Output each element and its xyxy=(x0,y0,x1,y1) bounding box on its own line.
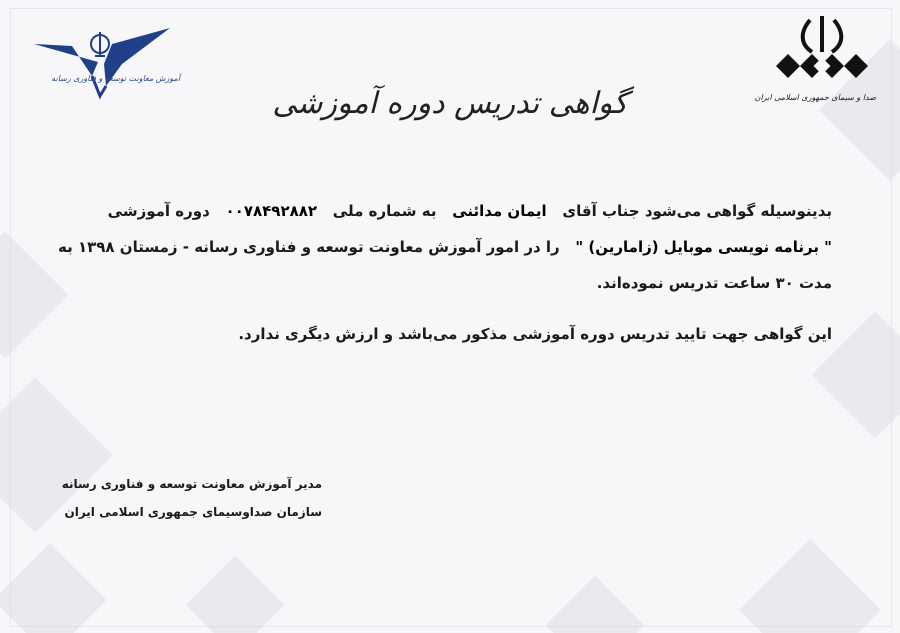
right-logo-caption: صدا و سیمای جمهوری اسلامی ایران xyxy=(754,93,876,102)
signer-title: مدیر آموزش معاونت توسعه و فناوری رسانه xyxy=(61,477,322,491)
body-line-1 xyxy=(107,193,832,229)
intro-text: بدینوسیله گواهی می‌شود جناب آقای xyxy=(562,202,832,220)
signature-block xyxy=(60,470,322,526)
media-tech-logo-icon xyxy=(32,24,182,104)
national-id: ۰۰۷۸۴۹۲۸۸۲ xyxy=(225,202,318,220)
recipient-name: ایمان مدائنی xyxy=(452,202,547,220)
left-logo-caption: آموزش معاونت توسعه و فناوری رسانه xyxy=(51,74,180,83)
course-name: " برنامه نویسی موبایل (زامارین) " xyxy=(575,238,832,256)
national-id-label: به شماره ملی xyxy=(332,202,437,220)
body-line-2 xyxy=(58,229,832,265)
certificate-body xyxy=(58,193,832,352)
signer-organization: سازمان صداوسیمای جمهوری اسلامی ایران xyxy=(64,505,322,519)
body-line-3: مدت ۳۰ ساعت تدریس نموده‌اند. xyxy=(596,274,832,292)
validity-statement: این گواهی جهت تایید تدریس دوره آموزشی مذکور می‌باشد و ارزش دیگری ندارد. xyxy=(238,325,832,343)
irib-logo-icon xyxy=(770,16,875,94)
department-text: را در امور آموزش معاونت توسعه و فناوری رسانه - زمستان ۱۳۹۸ به xyxy=(58,238,560,256)
course-label: دوره آموزشی xyxy=(107,202,210,220)
certificate-title: گواهی تدریس دوره آموزشی xyxy=(272,86,628,121)
